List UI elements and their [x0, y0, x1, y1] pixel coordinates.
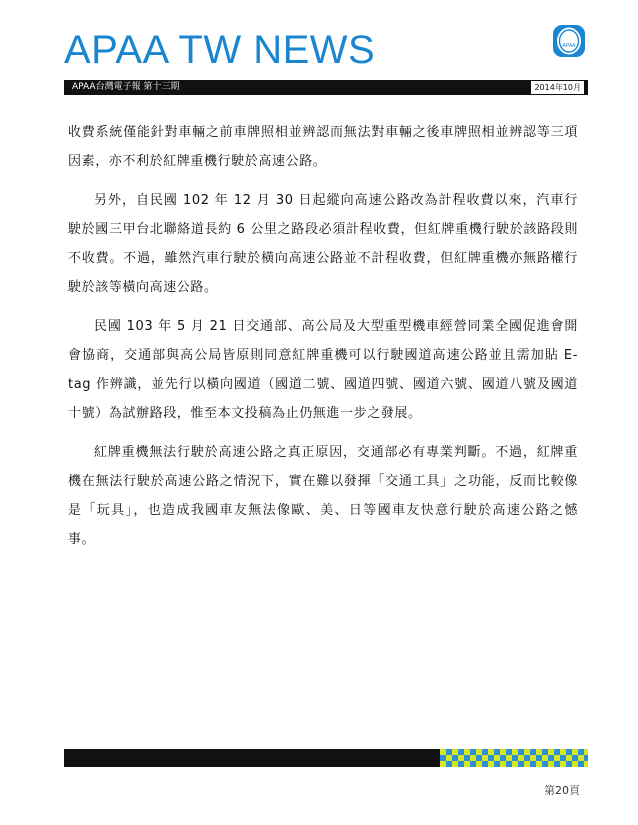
- footer-checker-pattern: [440, 749, 588, 767]
- paragraph-4: 紅牌重機無法行駛於高速公路之真正原因，交通部必有專業判斷。不過，紅牌重機在無法行駛於高速公路之情況下，實在難以發揮「交通工具」之功能，反而比較像是「玩具」，也造成我國車友無法像歐、美、日等國車友快意行駛於高速公路之憾事。: [68, 445, 578, 547]
- header-bar: [64, 80, 588, 95]
- page-number: 第20頁: [544, 784, 580, 797]
- article-body: [68, 118, 578, 564]
- paragraph-1: 收費系統僅能針對車輛之前車牌照相並辨認而無法對車輛之後車牌照相並辨認等三項因素，亦不利於紅牌重機行駛於高速公路。: [68, 125, 578, 169]
- paragraph-3: 民國 103 年 5 月 21 日交通部、高公局及大型重型機車經營同業全國促進會開會協商，交通部與高公局皆原則同意紅牌重機可以行駛國道高速公路並且需加貼 E-tag 作辨識，並先行以橫向國道（國道二號、國道四號、國道六號、國道八號及國道十號）為試辦路段，惟至本文投稿為止仍無進一步之發展。: [68, 319, 578, 421]
- newsletter-title: APAA TW NEWS: [64, 28, 376, 72]
- paragraph-2: 另外，自民國 102 年 12 月 30 日起縱向高速公路改為計程收費以來，汽車行駛於國三甲台北聯絡道長約 6 公里之路段必須計程收費，但紅牌重機行駛於該路段則不收費。不過，雖然汽車行駛於橫向高速公路並不計程收費，但紅牌重機亦無路權行駛於該等橫向高速公路。: [68, 193, 578, 295]
- footer-bar: [64, 749, 440, 767]
- issue-label: APAA台灣電子報 第十三期: [72, 82, 180, 92]
- issue-date: 2014年10月: [531, 81, 584, 94]
- apaa-logo-icon: [552, 24, 586, 58]
- logo-text: APAA: [562, 43, 576, 49]
